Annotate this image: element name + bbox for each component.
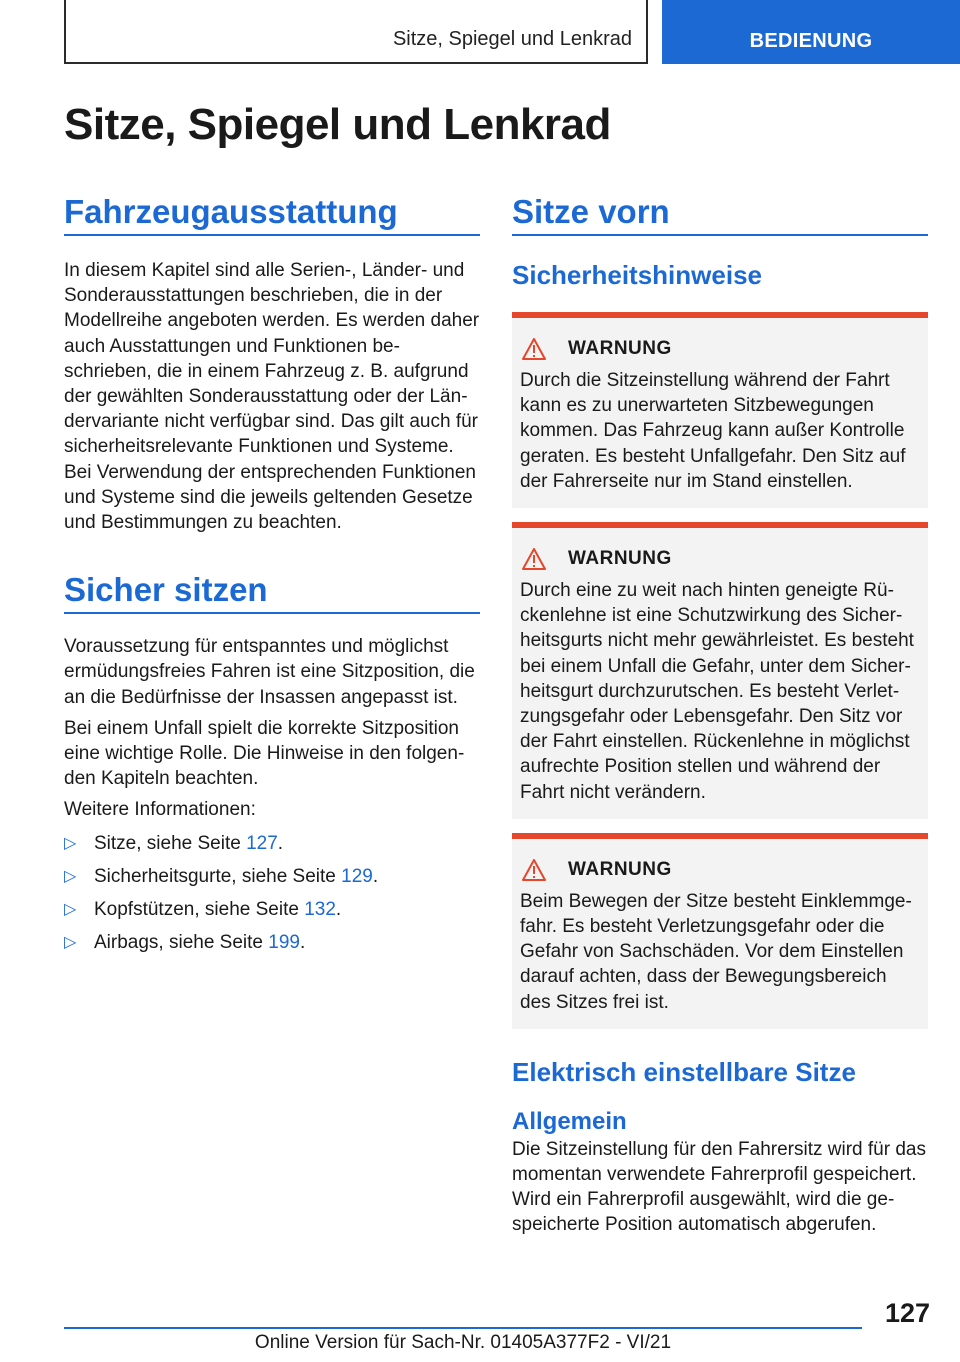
heading-fahrzeugausstattung: Fahrzeugausstattung [64,190,480,236]
heading-allgemein: Allgemein [512,1107,627,1135]
page-number: 127 [884,1298,930,1328]
header-section-title: Sitze, Spiegel und Lenkrad [392,28,632,50]
warning-title: WARNUNG [568,338,672,359]
warning-text: Beim Bewegen der Sitze besteht Einklemmgefahr. Es besteht Verletzungsgefahr oder die Gefahr von Sachschäden. Vor dem Einstellen darauf achten, dass der Bewegungsbereich des Sitzes frei ist. [520,890,912,1013]
allgemein-text: Die Sitzeinstellung für den Fahrersitz wird für das momentan verwendete Fahrerprofil gespeichert. Wird ein Fahrerprofil ausgewählt, wird die gespeicherte Position automatisch abgerufen. [512,1138,926,1236]
warning-triangle-icon [522,859,546,881]
sicher-sitzen-paragraph-1: Voraussetzung für entspanntes und möglichst ermüdungsfreies Fahren ist eine Sitzposition, die an die Bedürfnisse der Insassen angepasst ist. [64,636,475,708]
left-column [64,190,480,955]
triangle-bullet-icon: ▷ [64,834,77,852]
heading-sicher-sitzen: Sicher sitzen [64,568,480,614]
warning-box [512,522,928,819]
right-column [512,190,928,1238]
page-link[interactable]: 199 [268,931,300,953]
reference-list [64,831,480,955]
warning-title: WARNUNG [568,548,672,570]
reference-item: ▷ Airbags, siehe Seite 199. [64,931,306,953]
heading-sitze-vorn: Sitze vorn [512,190,928,236]
warning-box [512,312,928,508]
warning-box [512,833,928,1029]
footer-version-text: Online Version für Sach-Nr. 01405A377F2 - VI/21 [254,1332,672,1353]
page-link[interactable]: 127 [246,832,278,854]
reference-item: ▷ Kopfstützen, siehe Seite 132. [64,898,342,920]
fahrzeugausstattung-text: In diesem Kapitel sind alle Serien-, Länder- und Sonderausstattungen beschrieben, die in der Modellreihe angeboten werden. Es werden daher auch Ausstattungen und Funktionen beschrieben, die in einem Fahrzeug z. B. aufgrund der gewählten Sonderausstattung oder der Ländervariante nicht verfügbar sind. Das gilt auch für sicherheitsrelevante Funktionen und Systeme. Bei Verwendung der entsprechenden Funktionen und Systeme sind die jeweils geltenden Gesetze und Bestimmungen zu beachten. [64,260,480,534]
sicher-sitzen-paragraph-2: Bei einem Unfall spielt die korrekte Sitzposition eine wichtige Rolle. Die Hinweise in den folgenden Kapiteln beachten. [64,717,465,790]
page-link[interactable]: 132 [304,898,336,920]
heading-sicherheitshinweise: Sicherheitshinweise [512,260,762,290]
triangle-bullet-icon: ▷ [64,933,77,951]
warning-text: Durch eine zu weit nach hinten geneigte Rückenlehne ist eine Schutzwirkung des Sicherheitsgurts nicht mehr gewährleistet. Es besteht bei einem Unfall die Gefahr, unter dem Sicherheitsgurt durchzurutschen. Es besteht Verletzungsgefahr oder Lebensgefahr. Den Sitz vor der Fahrt einstellen. Rückenlehne in möglichst aufrechte Position stellen und während der Fahrt nicht verändern. [520,580,914,803]
header-chapter-tab[interactable] [662,0,960,64]
heading-elektrisch-einstellbare-sitze: Elektrisch einstellbare Sitze [512,1056,856,1087]
warning-text: Durch die Sitzeinstellung während der Fahrt kann es zu unerwarteten Sitzbewegungen kommen. Das Fahrzeug kann außer Kontrolle geraten. Es besteht Unfallgefahr. Den Sitz auf der Fahrerseite nur im Stand einstellen. [520,370,906,492]
page-link[interactable]: 129 [341,865,373,887]
warning-triangle-icon [522,338,546,360]
header-section-box [64,0,648,64]
warning-triangle-icon [522,548,546,570]
header-chapter-label: BEDIENUNG [749,30,873,52]
triangle-bullet-icon: ▷ [64,900,77,918]
warning-title: WARNUNG [568,858,672,880]
reference-item: ▷ Sitze, siehe Seite 127. [64,832,284,854]
footer-divider [64,1327,862,1329]
weitere-informationen-label: Weitere Informationen: [64,799,256,821]
reference-item: ▷ Sicherheitsgurte, siehe Seite 129. [64,865,379,887]
page-title: Sitze, Spiegel und Lenkrad [64,100,611,149]
triangle-bullet-icon: ▷ [64,867,77,885]
